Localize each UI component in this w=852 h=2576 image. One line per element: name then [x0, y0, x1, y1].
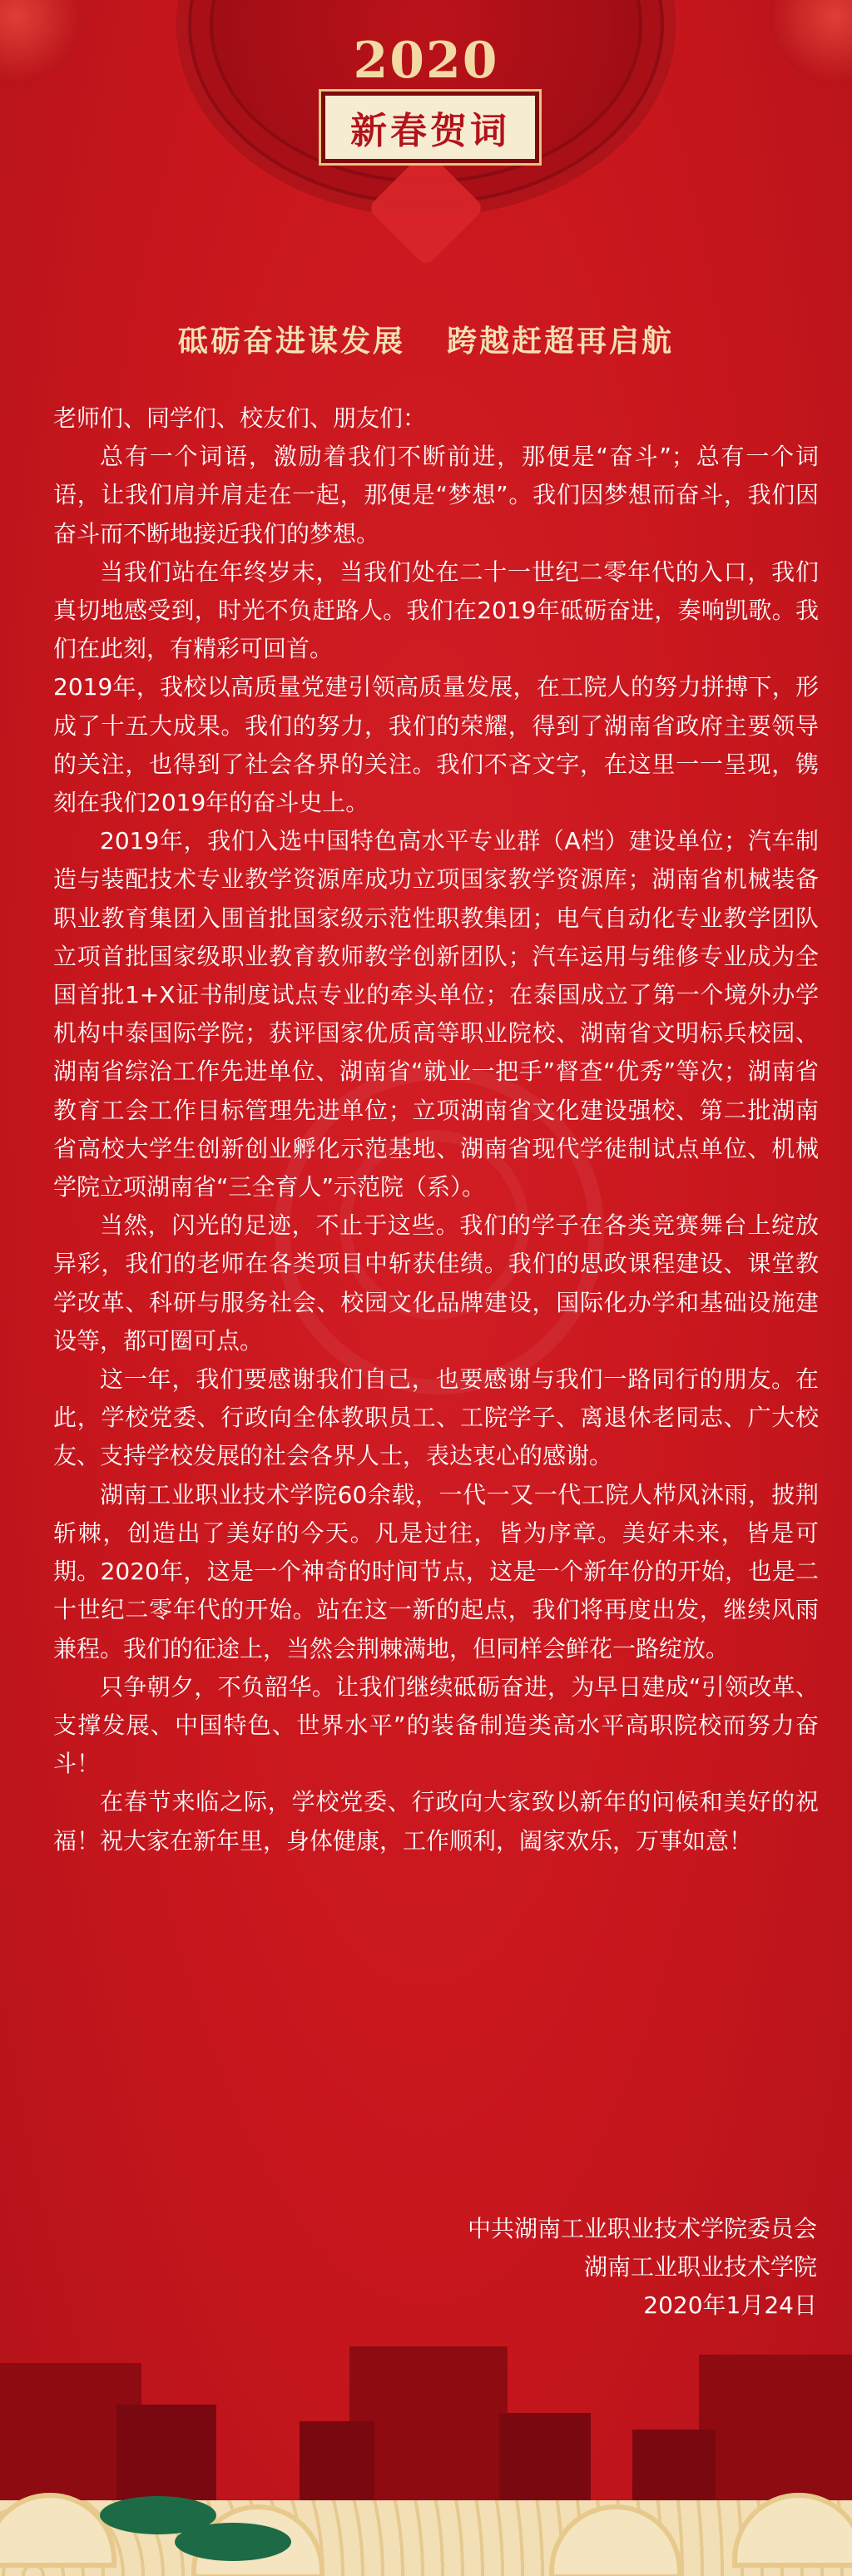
building-silhouette: [499, 2413, 591, 2513]
body-paragraph: 当我们站在年终岁末，当我们处在二十一世纪二零年代的入口，我们真切地感受到，时光不负赶路人。我们在2019年砥砺奋进，奏响凯歌。我们在此刻，有精彩可回首。: [53, 557, 819, 663]
building-silhouette: [300, 2421, 374, 2513]
headline-right: 跨越赶超再启航: [447, 324, 675, 359]
greeting-line: 老师们、同学们、校友们、朋友们：: [53, 404, 427, 432]
body-paragraph: 2019年，我们入选中国特色高水平专业群（A档）建设单位；汽车制造与装配技术专业教学资源库成功立项国家教学资源库；湖南省机械装备职业教育集团入围首批国家级示范性职教集团；电气自动化专业教学团队立项首批国家级职业教育教师教学创新团队；汽车运用与维修专业成为全国首批1+X证书制度试点专业的牵头单位；在泰国成立了第一个境外办学机构中泰国际学院；获评国家优质高等职业院校、湖南省文明标兵校园、湖南省综治工作先进单位、湖南省“就业一把手”督查“优秀”等次；湖南省教育工会工作目标管理先进单位；立项湖南省文化建设强校、第二批湖南省高校大学生创新创业孵化示范基地、湖南省现代学徒制试点单位、机械学院立项湖南省“三全育人”示范院（系）。: [53, 827, 819, 1201]
signature-block: [318, 2210, 817, 2325]
headline: [0, 318, 852, 360]
body-paragraph: 湖南工业职业技术学院60余载，一代一又一代工院人栉风沐雨，披荆斩棘，创造出了美好的今天。凡是过往，皆为序章。美好未来，皆是可期。2020年，这是一个神奇的时间节点，这是一个新年份的开始，也是二十世纪二零年代的开始。站在这一新的起点，我们将再度出发，继续风雨兼程。我们的征途上，当然会荆棘满地，但同样会鲜花一路绽放。: [53, 1480, 819, 1662]
body-paragraph: 2019年，我校以高质量党建引领高质量发展，在工院人的努力拼搏下，形成了十五大成果。我们的努力，我们的荣耀，得到了湖南省政府主要领导的关注，也得到了社会各界的关注。我们不吝文字，在这里一一呈现，镌刻在我们2019年的奋斗史上。: [53, 673, 819, 817]
title-plaque: [321, 92, 539, 163]
body-paragraph: 当然，闪光的足迹，不止于这些。我们的学子在各类竞赛舞台上绽放异彩，我们的老师在各类项目中斩获佳绩。我们的思政课程建设、课堂教学改革、科研与服务社会、校园文化品牌建设，国际化办学和基础设施建设等，都可圈可点。: [53, 1211, 819, 1355]
body-paragraph: 在春节来临之际，学校党委、行政向大家致以新年的问候和美好的祝福！祝大家在新年里，身体健康，工作顺利，阖家欢乐，万事如意！: [53, 1788, 819, 1855]
signature-date: 2020年1月24日: [643, 2291, 817, 2319]
signature-party-committee: 中共湖南工业职业技术学院委员会: [467, 2215, 817, 2242]
page-title: 新春贺词: [350, 110, 510, 152]
signature-college: 湖南工业职业技术学院: [583, 2253, 817, 2281]
footer-scenery: [0, 2330, 852, 2576]
building-silhouette: [699, 2355, 852, 2513]
year-label: 2020: [353, 32, 499, 90]
pine-branch-ornament: [175, 2523, 291, 2561]
letter-body: [53, 399, 819, 1860]
body-paragraph: 只争朝夕，不负韶华。让我们继续砥砺奋进，为早日建成“引领改革、支撑发展、中国特色、世界水平”的装备制造类高水平高职院校而努力奋斗！: [53, 1672, 819, 1778]
body-paragraph: 这一年，我们要感谢我们自己，也要感谢与我们一路同行的朋友。在此，学校党委、行政向全体教职员工、工院学子、离退休老同志、广大校友、支持学校发展的社会各界人士，表达衷心的感谢。: [53, 1365, 819, 1470]
header-ornament: [0, 0, 852, 250]
paragraph-list: [53, 438, 819, 1860]
headline-left: 砥砺奋进谋发展: [177, 324, 405, 359]
body-paragraph: 总有一个词语，激励着我们不断前进，那便是“奋斗”；总有一个词语，让我们肩并肩走在一起，那便是“梦想”。我们因梦想而奋斗，我们因奋斗而不断地接近我们的梦想。: [53, 443, 819, 547]
